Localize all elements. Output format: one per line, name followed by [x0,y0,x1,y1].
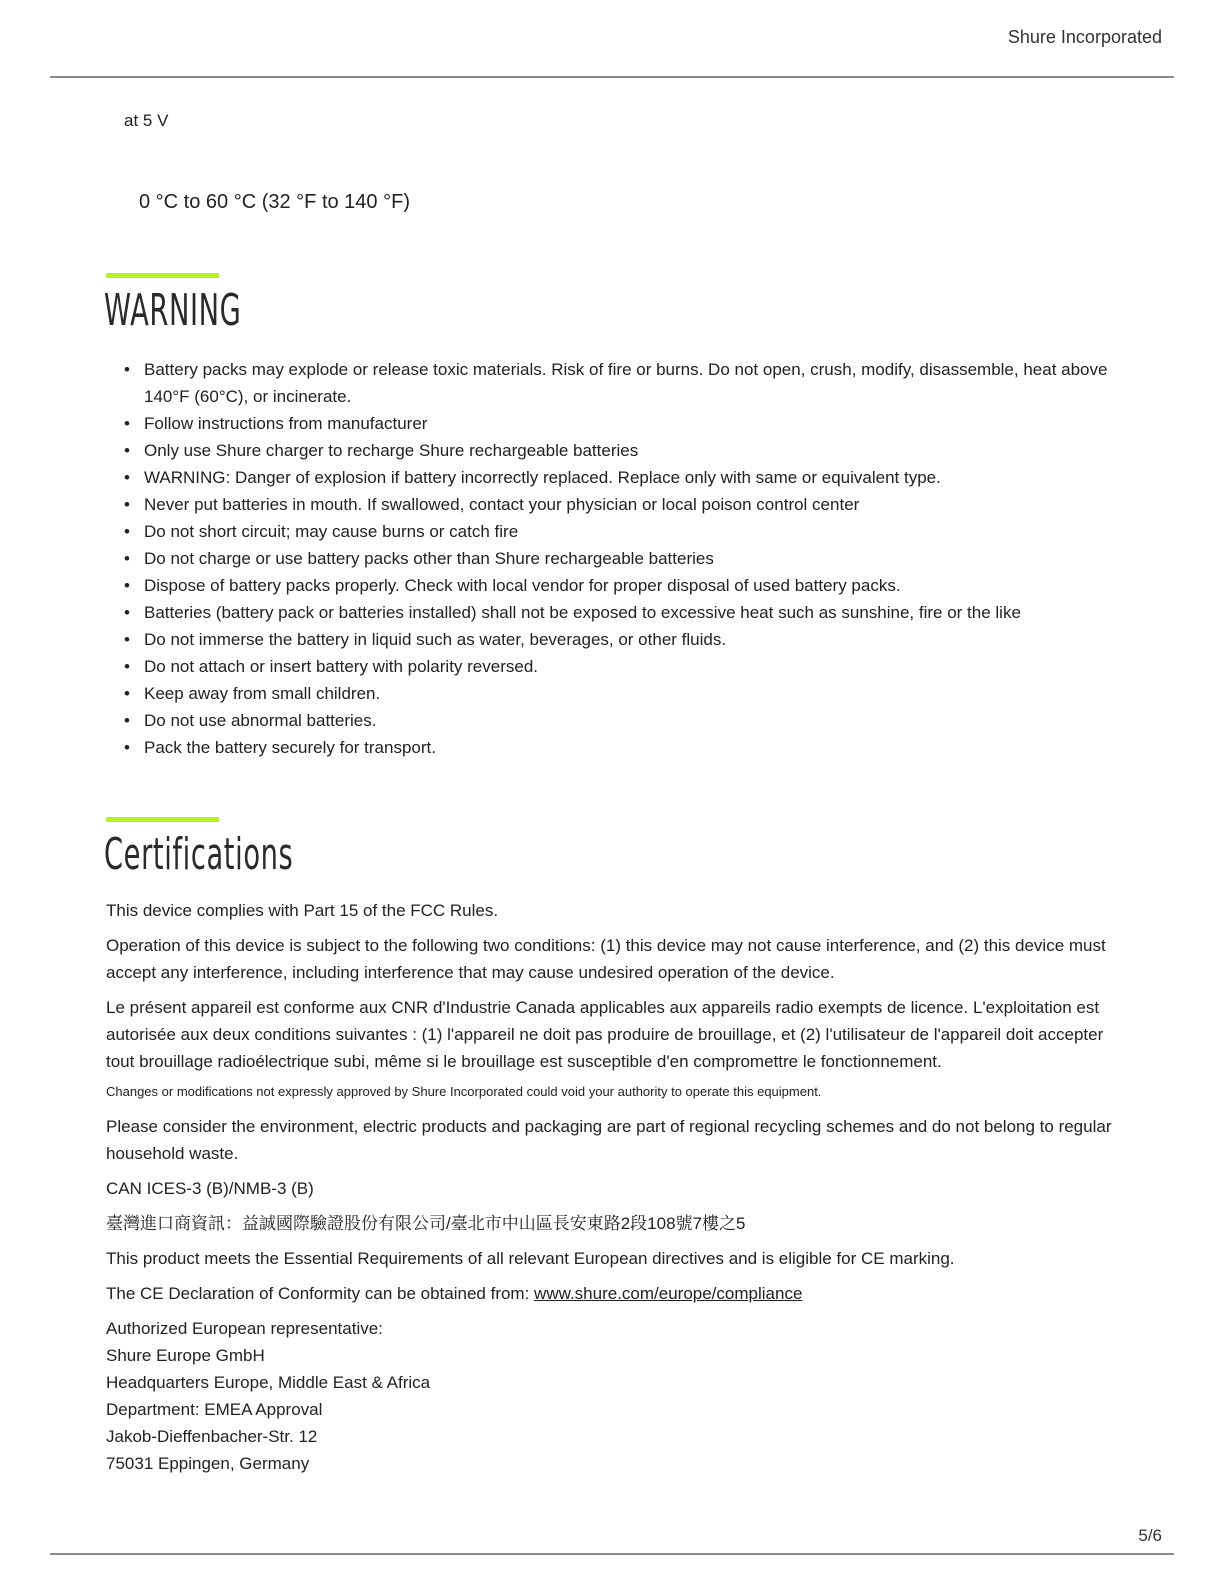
list-item [124,626,1124,653]
header-company-name: Shure Incorporated [1007,27,1162,47]
list-item [124,356,1124,410]
operation-conditions: Operation of this device is subject to the following two conditions: (1) this device may not cause interference, and (2) this device must accept any interference, including interference that may cause undesired operation of the device. [106,936,1106,982]
header-divider [50,76,1174,78]
bullet-icon: • [124,522,130,541]
ce-compliance-link[interactable]: www.shure.com/europe/compliance [534,1284,803,1303]
bullet-icon: • [124,468,130,487]
list-item [124,491,1124,518]
ices-statement: CAN ICES-3 (B)/NMB-3 (B) [106,1179,314,1198]
bullet-icon: • [124,441,130,460]
warning-item-text: Do not attach or insert battery with polarity reversed. [144,657,539,676]
taiwan-importer-info: 臺灣進口商資訊：益誠國際驗證股份有限公司/臺北市中山區長安東路2段108號7樓之5 [106,1214,746,1233]
bullet-icon: • [124,711,130,730]
bullet-icon: • [124,630,130,649]
bullet-icon: • [124,603,130,622]
warning-heading: WARNING [104,285,242,336]
modifications-notice: Changes or modifications not expressly approved by Shure Incorporated could void your authority to operate this equipment. [106,1084,822,1099]
list-item [124,680,1124,707]
warning-item-text: Keep away from small children. [144,684,381,703]
warning-item-text: Dispose of battery packs properly. Check with local vendor for proper disposal of used battery packs. [144,576,901,595]
certifications-accent-bar [106,817,219,822]
warning-item-text: Do not use abnormal batteries. [144,711,377,730]
list-item [124,572,1124,599]
address-line: Jakob-Dieffenbacher-Str. 12 [106,1427,318,1446]
bullet-icon: • [124,549,130,568]
ce-declaration [106,1280,1121,1307]
list-item [124,410,1124,437]
warning-item-text: Only use Shure charger to recharge Shure rechargeable batteries [144,441,639,460]
warning-item-text: WARNING: Danger of explosion if battery incorrectly replaced. Replace only with same or equivalent type. [144,468,941,487]
warning-item-text: Do not charge or use battery packs other than Shure rechargeable batteries [144,549,714,568]
bullet-icon: • [124,576,130,595]
bullet-icon: • [124,684,130,703]
warning-item-text: Follow instructions from manufacturer [144,414,428,433]
list-item [124,437,1124,464]
list-item [124,653,1124,680]
list-item [124,464,1124,491]
bullet-icon: • [124,657,130,676]
warning-item-text: Never put batteries in mouth. If swallowed, contact your physician or local poison control center [144,495,860,514]
address-line: 75031 Eppingen, Germany [106,1454,310,1473]
bullet-icon: • [124,738,130,757]
ce-marking-statement: This product meets the Essential Requirements of all relevant European directives and is eligible for CE marking. [106,1249,955,1268]
warning-item-text: Pack the battery securely for transport. [144,738,436,757]
spec-temperature-range: 0 °C to 60 °C (32 °F to 140 °F) [139,191,410,213]
address-line: Authorized European representative: [106,1319,383,1338]
warning-accent-bar [106,273,219,278]
warning-item-text: Batteries (battery pack or batteries installed) shall not be exposed to excessive heat such as sunshine, fire or the like [144,603,1021,622]
environment-notice: Please consider the environment, electric products and packaging are part of regional recycling schemes and do not belong to regular household waste. [106,1117,1112,1163]
address-line: Headquarters Europe, Middle East & Africa [106,1373,431,1392]
ce-declaration-text: The CE Declaration of Conformity can be obtained from: [106,1284,535,1303]
list-item [124,599,1124,626]
bullet-icon: • [124,495,130,514]
canada-french-statement: Le présent appareil est conforme aux CNR d'Industrie Canada applicables aux appareils radio exempts de licence. L'exploitation est autorisée aux deux conditions suivantes : (1) l'appareil ne doit pas produire de brouillage, et (2) l'utilisateur de l'appareil doit accepter tout brouillage radioélectrique subi, même si le brouillage est susceptible d'en compromettre le fonctionnement. [106,998,1104,1071]
list-item [124,518,1124,545]
fcc-statement: This device complies with Part 15 of the FCC Rules. [106,901,499,920]
bullet-icon: • [124,360,130,379]
certifications-body [106,897,1121,1485]
page-number: 5/6 [1138,1526,1162,1545]
address-line: Shure Europe GmbH [106,1346,265,1365]
spec-voltage: at 5 V [124,111,169,130]
certifications-heading: Certifications [104,829,294,880]
list-item [124,707,1124,734]
list-item [124,734,1124,761]
warning-item-text: Do not immerse the battery in liquid such as water, beverages, or other fluids. [144,630,727,649]
list-item [124,545,1124,572]
warning-item-text: Battery packs may explode or release toxic materials. Risk of fire or burns. Do not open, crush, modify, disassemble, heat above 140°F (60°C), or incinerate. [144,360,1108,406]
warning-list [124,356,1124,761]
address-line: Department: EMEA Approval [106,1400,323,1419]
european-representative-address [106,1315,1121,1477]
bullet-icon: • [124,414,130,433]
warning-item-text: Do not short circuit; may cause burns or catch fire [144,522,519,541]
footer-divider [50,1553,1174,1555]
